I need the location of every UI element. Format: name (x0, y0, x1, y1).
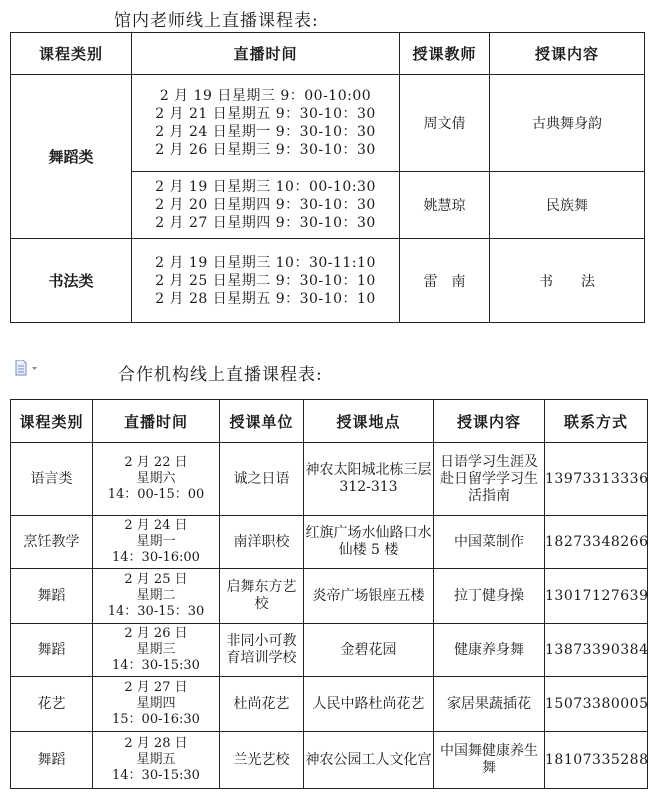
table-row (11, 239, 645, 323)
phone-cell: 13017127639 (545, 569, 648, 624)
weekday: 星期五 (136, 752, 176, 767)
partner-schedule-table (10, 399, 648, 789)
category-cell: 舞蹈 (11, 732, 93, 789)
time-cell (132, 239, 400, 323)
header-place: 授课地点 (304, 400, 434, 443)
time-line: 2 月 25 日星期二 9：30-10：10 (155, 272, 376, 289)
time-cell (93, 569, 220, 624)
weekday: 星期三 (136, 642, 176, 657)
table-row (11, 443, 648, 516)
in-house-schedule-table (10, 32, 645, 323)
time-cell (93, 677, 220, 732)
category-cell: 舞蹈 (11, 569, 93, 624)
weekday: 星期二 (136, 588, 176, 603)
weekday: 星期一 (136, 534, 176, 549)
place-cell: 神农公园工人文化宫 (304, 732, 434, 789)
content-cell: 健康养身舞 (434, 624, 545, 677)
content-cell: 书 法 (490, 239, 645, 323)
time-line: 2 月 19 日星期三 10：30-11:10 (155, 254, 376, 271)
header-category: 课程类别 (11, 33, 132, 75)
weekday: 星期六 (136, 471, 176, 486)
date: 2 月 26 日 (124, 626, 188, 641)
in-house-schedule-title: 馆内老师线上直播课程表: (114, 11, 319, 31)
date: 2 月 27 日 (124, 680, 188, 695)
time-line: 2 月 28 日星期五 9：30-10：10 (155, 290, 376, 307)
content-cell: 日语学习生涯及赴日留学学习生活指南 (434, 443, 545, 516)
content-cell: 民族舞 (490, 172, 645, 239)
unit-cell: 诚之日语 (220, 443, 304, 516)
category-cell: 语言类 (11, 443, 93, 516)
place-cell: 金碧花园 (304, 624, 434, 677)
place-cell: 红旗广场水仙路口水仙楼 5 楼 (304, 516, 434, 569)
phone-cell: 18273348266 (545, 516, 648, 569)
date: 2 月 28 日 (124, 736, 188, 751)
teacher-cell: 周文倩 (400, 75, 490, 172)
time-line: 2 月 19 日星期三 9：00-10:00 (159, 88, 372, 104)
time-line: 2 月 24 日星期一 9：30-10：30 (155, 124, 376, 140)
phone-cell: 13973313336 (545, 443, 648, 516)
phone-cell: 13873390384 (545, 624, 648, 677)
unit-cell: 兰光艺校 (220, 732, 304, 789)
time-range: 15：00-16:30 (112, 712, 200, 727)
time-cell (93, 732, 220, 789)
document-icon[interactable] (15, 360, 41, 376)
place-cell: 神农太阳城北栋三层 312-313 (304, 443, 434, 516)
table-row (11, 516, 648, 569)
date: 2 月 25 日 (124, 572, 188, 587)
table-row (11, 75, 645, 172)
place-cell: 炎帝广场银座五楼 (304, 569, 434, 624)
header-time: 直播时间 (132, 33, 400, 75)
teacher-cell: 姚慧琼 (400, 172, 490, 239)
table-header-row (11, 400, 648, 443)
place-cell: 人民中路杜尚花艺 (304, 677, 434, 732)
content-cell: 中国菜制作 (434, 516, 545, 569)
content-cell: 拉丁健身操 (434, 569, 545, 624)
time-range: 14：30-15:30 (112, 768, 200, 783)
header-unit: 授课单位 (220, 400, 304, 443)
header-category: 课程类别 (11, 400, 93, 443)
table-row (11, 677, 648, 732)
time-cell (93, 516, 220, 569)
time-range: 14：30-15：30 (107, 604, 205, 619)
category-cell: 烹饪教学 (11, 516, 93, 569)
phone-cell: 18107335288 (545, 732, 648, 789)
category-cell: 书法类 (11, 239, 132, 323)
weekday: 星期四 (136, 696, 176, 711)
category-cell: 舞蹈 (11, 624, 93, 677)
date: 2 月 22 日 (124, 455, 188, 470)
category-cell: 花艺 (11, 677, 93, 732)
content-cell: 家居果蔬插花 (434, 677, 545, 732)
time-cell (132, 172, 400, 239)
table-row (11, 732, 648, 789)
header-teacher: 授课教师 (400, 33, 490, 75)
time-line: 2 月 19 日星期三 10：00-10:30 (155, 179, 376, 195)
partner-schedule-title: 合作机构线上直播课程表: (118, 365, 323, 385)
time-line: 2 月 27 日星期四 9：30-10：30 (155, 215, 376, 231)
time-cell (93, 443, 220, 516)
time-line: 2 月 21 日星期五 9：30-10：30 (155, 106, 376, 122)
teacher-cell: 雷 南 (400, 239, 490, 323)
content-cell: 古典舞身韵 (490, 75, 645, 172)
table-header-row (11, 33, 645, 75)
time-cell (93, 624, 220, 677)
header-content: 授课内容 (490, 33, 645, 75)
table-row (11, 624, 648, 677)
table-row (11, 569, 648, 624)
header-contact: 联系方式 (545, 400, 648, 443)
header-content: 授课内容 (434, 400, 545, 443)
category-cell: 舞蹈类 (11, 75, 132, 239)
unit-cell: 南洋职校 (220, 516, 304, 569)
date: 2 月 24 日 (124, 518, 188, 533)
unit-cell: 启舞东方艺校 (220, 569, 304, 624)
time-range: 14：30-16:00 (112, 550, 200, 565)
phone-cell: 15073380005 (545, 677, 648, 732)
time-range: 14：00-15：00 (107, 487, 205, 502)
time-line: 2 月 20 日星期四 9：30-10：30 (155, 197, 376, 213)
content-cell: 中国舞健康养生舞 (434, 732, 545, 789)
unit-cell: 杜尚花艺 (220, 677, 304, 732)
time-line: 2 月 26 日星期三 9：30-10：30 (155, 142, 376, 158)
header-time: 直播时间 (93, 400, 220, 443)
time-cell (132, 75, 400, 172)
unit-cell: 非同小可教育培训学校 (220, 624, 304, 677)
time-range: 14：30-15:30 (112, 658, 200, 673)
